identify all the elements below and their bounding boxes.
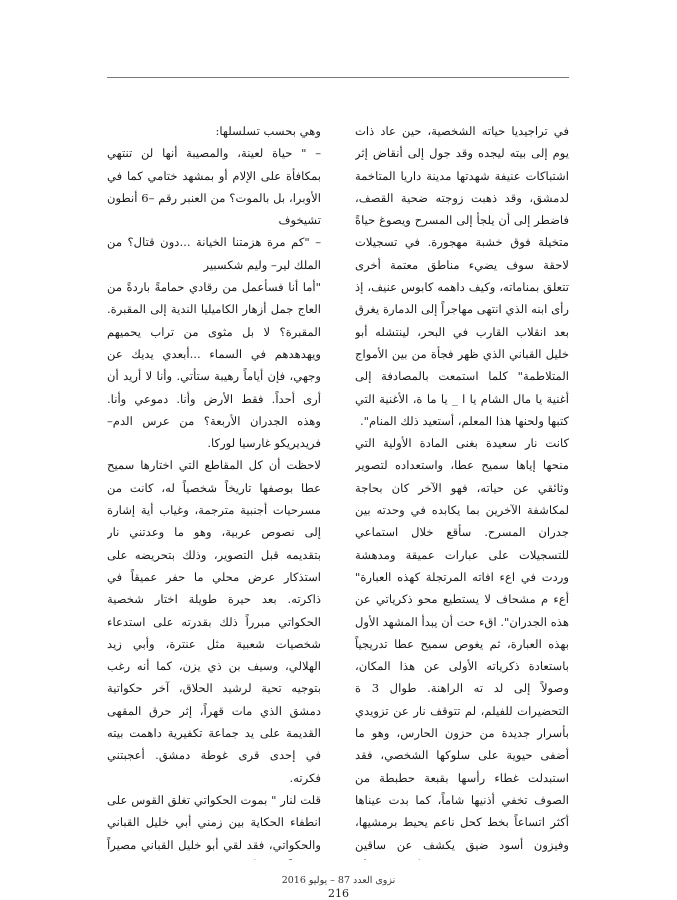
header-rule [107, 77, 569, 78]
quote-paragraph: – " حياة لعينة، والمصيبة أنها لن تنتهي بمكافأة على الإلام أو بمشهد ختامي كما في الأوبرا، بل بالموت؟ من العنبر رقم –6 أنطون تشيخوف [107, 146, 321, 228]
paragraph: لاحظت أن كل المقاطع التي اختارها سميح عطا بوصفها تاريخاً شخصياً له، كانت من مسرحيات أجنبية مترجمة، وغياب أية إشارة إلى نصوص عربية، وهو ما وعدتني نار بتقديمه قبل التصوير، وذلك بتحريضه على استذكار عرض محلي ما حفر عميقاً في ذاكرته. بعد حيرة طويلة اختار شخصية الحكواتي مبرراً ذلك بقدرته على استدعاء شخصيات شعبية مثل عنترة، وأبي زيد الهلالي، وسيف بن ذي يزن، كما أنه رغب بتوجيه تحية لرشيد الحلاق، آخر حكواتية دمشق الذي مات قهراً، إثر حرق المقهى القديمة على يد جماعة تكفيرية داهمت بيته في إحدى قرى غوطة دمشق. أعجبتني فكرته. [107, 458, 321, 785]
paragraph: كانت نار سعيدة بغنى المادة الأولية التي منحها إياها سميح عطا، واستعداده لتصوير وثائقي عن حياته، فهو الآخر كان بحاجة لمكاشفة الآخرين بما يكابده في وحدته بين جدران المسرح. سأقع خلال استماعي للتسجيلات على عبارات عميقة ومدهشة وردت في اعء افاته المرتجلة كهذه العبارة" أعء م مشحاف لا يستطيع محو ذكرياتي عن هذه الجدران". اقء حت أن يبدأ المشهد الأول بهذه العبارة، ثم يغوص سميح عطا تدريجياً باستعادة ذكرياته الأولى عن هذا المكان، وصولاً إلى لد ته الراهنة. طوال 3 ة التحضيرات للفيلم، لم تتوقف نار عن تزويدي بأسرار جديدة من حزون الحارس، وهو ما أضفى حيوية على سلوكها الشخصي، فقد استبدلت غطاء رأسها بقبعة حطبطة من الصوف تخفي أذنيها شاماً، كما بدت عيناها أكثر اتساعاً بخط كحل ناعم يحيط برمشيها، وفيزون أسود ضيق يكشف عن ساقين [355, 436, 569, 852]
paragraph: قلت لنار " بموت الحكواتي تغلق القوس على انطفاء الحكاية بين زمني أبي خليل القباني والحكواتي، فقد لقي أبو خليل القباني مصيراً [107, 792, 321, 852]
quote-paragraph: "أما أنا فسأعمل من رقادي حمامةً باردةً من العاج جمل أزهار الكاميليا الندية إلى المقبرة. المقبرة؟ لا بل مثوى من تراب يحميهم ويهدهدهم في السماء ...أبعدي يديك عن وجهي، فإن أياماً رهيبة ستأتي. وأنا لا أريد أن أرى أحداً. فقط الأرض وأنا. دموعي وأنا. وهذه الجدران الأربعة؟ من عرس الدم– فريديريكو غارسيا لوركا. [107, 280, 321, 451]
paragraph: وهي بحسب تسلسلها: [215, 124, 321, 138]
left-column [107, 120, 321, 860]
right-column [355, 120, 569, 860]
paragraph: في تراجيديا حياته الشخصية، حين عاد ذات يوم إلى بيته ليجده وقد جول إلى أنقاض إثر اشتباكات عنيفة شهدتها مدينة داريا المتاخمة لدمشق، وقد ذهبت زوجته ضحية القصف، فاضطر إلى أن يلجأ إلى المسرح ويصوغ حياةً متخيلة فوق خشبة مهجورة. في تسجيلات لاحقة سوف يضيء مناطق معتمة أخرى تتعلق بمناماته، وكيف داهمه كابوس عنيف، إذ رأى ابنه الذي انتهى مهاجراً إلى الدمارة يغرق بعد انقلاب القارب في البحر، لينتشله أبو خليل القباني الذي ظهر فجأة من بين الأمواج المتلاطمة" كلما استمعت بالمصادفة إلى أغنية يا مال الشام يا ا _ يا ما ة، الأغنية التي كتبها ولحنها هذا المعلم، أستعيد ذلك المنام". [355, 124, 569, 428]
page-number: 216 [328, 887, 349, 900]
quote-paragraph: – "كم مرة هزمتنا الخيانة ...دون قتال؟ من الملك لير– وليم شكسبير [107, 235, 321, 272]
footer-issue: نزوى العدد 87 – يوليو 2016 [281, 875, 396, 886]
